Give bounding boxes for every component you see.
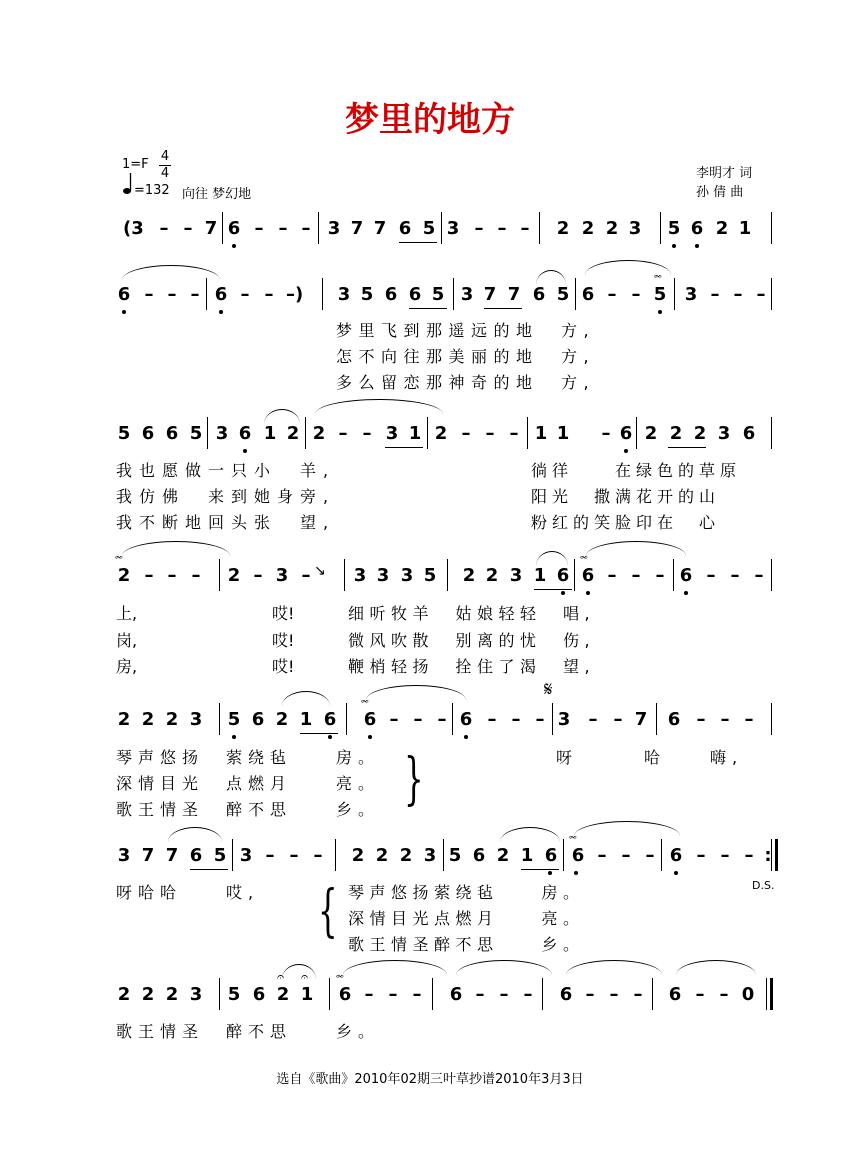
lyric-text: 阳光 撒满花开的山 [531, 487, 721, 506]
note: – [167, 565, 177, 586]
note: 1 [556, 423, 570, 444]
note: 2 [693, 423, 707, 444]
note: – [720, 709, 730, 730]
note: – [754, 565, 764, 586]
note: 2 [375, 845, 389, 866]
note: – [183, 218, 193, 239]
note: – [313, 845, 323, 866]
mordent-mark: 𝆗 [361, 692, 369, 708]
note: 2 [141, 709, 155, 730]
note: – [609, 984, 619, 1005]
note: 5 [431, 284, 445, 305]
lyric-text: 房, [116, 657, 138, 676]
note: 6 [742, 423, 756, 444]
lyric-text: 多么留恋那神奇的地 方, [336, 373, 596, 392]
note: 3 [385, 423, 399, 444]
note: – [695, 984, 705, 1005]
lyric-text: 微风吹散 别离的忧 伤, [348, 631, 596, 650]
note: – [523, 984, 533, 1005]
lyric-text: 哎! [272, 657, 295, 676]
note: 6 [408, 284, 422, 305]
note: – [497, 218, 507, 239]
note: 2 [644, 423, 658, 444]
lyric-b2-verse2 [0, 484, 860, 508]
note: 2 [434, 423, 448, 444]
lyric-b5-verse1 [0, 880, 860, 904]
lyric-b2-verse1 [0, 458, 860, 482]
lyric-text: 细听牧羊 姑娘轻轻 唱, [348, 604, 596, 623]
note: – [461, 423, 471, 444]
note: 0 [741, 984, 755, 1005]
note: 6 [544, 845, 558, 866]
fermata-mark: 𝄐 [277, 970, 285, 985]
mordent-mark: 𝆗 [580, 548, 588, 564]
note: 6 [556, 565, 570, 586]
note: 3 [189, 709, 203, 730]
note: – [253, 565, 263, 586]
note: 6 [668, 984, 682, 1005]
note: – [520, 218, 530, 239]
note: 6 [117, 284, 131, 305]
tempo-mark: 向往 梦幻地 [182, 187, 252, 202]
note: – [338, 423, 348, 444]
note: – [487, 709, 497, 730]
note: – [413, 709, 423, 730]
note: 7 [165, 845, 179, 866]
mordent-mark: 𝆗 [115, 548, 123, 564]
note: 5 [667, 218, 681, 239]
note: 3 [239, 845, 253, 866]
note: 1 [300, 984, 314, 1005]
note: 5 [189, 423, 203, 444]
lyric-b1-verse3 [0, 370, 860, 394]
note: – [710, 284, 720, 305]
lyric-text: 琴声悠扬 萦绕毡 房。 [116, 748, 381, 767]
note: 6 [619, 423, 633, 444]
note: 6 [214, 284, 228, 305]
note: 3 [557, 709, 571, 730]
note: – [437, 709, 447, 730]
note: 6 [690, 218, 704, 239]
note: 3 [189, 984, 203, 1005]
note: – [613, 709, 623, 730]
note: – [485, 423, 495, 444]
note: – [744, 845, 754, 866]
lyric-text: 歌王情圣 醉不思 乡。 [116, 800, 381, 819]
note: – [389, 709, 399, 730]
note: 2 [276, 984, 290, 1005]
note: – [744, 709, 754, 730]
note: 2 [351, 845, 365, 866]
note: – [265, 845, 275, 866]
note: 2 [165, 984, 179, 1005]
note: 3 [117, 845, 131, 866]
note: – [631, 284, 641, 305]
note: 6 [227, 218, 241, 239]
note: 6 [384, 284, 398, 305]
note: – [601, 423, 611, 444]
note: – [655, 565, 665, 586]
note: 1 [263, 423, 277, 444]
note: – [509, 423, 519, 444]
lyric-b5-verse3 [0, 932, 860, 956]
note: 7 [373, 218, 387, 239]
note: 5 [227, 984, 241, 1005]
note: 6 [559, 984, 573, 1005]
note: – [278, 218, 288, 239]
note: 2 [227, 565, 241, 586]
note: 3 [376, 565, 390, 586]
lyric-text: 呀 哈 嗨, [556, 748, 744, 767]
note: 6 [571, 845, 585, 866]
note: – [720, 845, 730, 866]
lyric-text: 歌王情圣 醉不思 乡。 [116, 1022, 381, 1041]
note: – [159, 218, 169, 239]
note: – [585, 984, 595, 1005]
note: 2 [312, 423, 326, 444]
note: – [631, 565, 641, 586]
note: 6 [581, 284, 595, 305]
note: 6 [472, 845, 486, 866]
note: – [499, 984, 509, 1005]
note: 6 [532, 284, 546, 305]
note: 2 [286, 423, 300, 444]
note: 5 [448, 845, 462, 866]
note: 2 [117, 984, 131, 1005]
note: –) [286, 284, 304, 305]
note: 6 [679, 565, 693, 586]
lyric-text: 哎! [272, 631, 295, 650]
lyric-text: 琴声悠扬萦绕毡 房。 [348, 883, 585, 902]
note: 3 [684, 284, 698, 305]
note: 1 [520, 845, 534, 866]
note: – [535, 709, 545, 730]
lyric-text: 我不断地回头张 望, [116, 513, 336, 532]
note: 5 [213, 845, 227, 866]
note: 1 [738, 218, 752, 239]
repeat-sign: : [764, 845, 772, 866]
note: – [190, 284, 200, 305]
mordent-mark: 𝆗 [336, 967, 344, 983]
note: 3 [446, 218, 460, 239]
note: – [254, 218, 264, 239]
lyric-text: 呀哈哈 哎, [116, 883, 260, 902]
lyric-b6 [0, 1019, 860, 1043]
note: 2 [669, 423, 683, 444]
note: – [412, 984, 422, 1005]
note: – [364, 984, 374, 1005]
lyric-b1-verse2 [0, 344, 860, 368]
note: – [633, 984, 643, 1005]
note: – [301, 565, 311, 586]
song-title: 梦里的地方 [345, 100, 515, 140]
note: – [144, 565, 154, 586]
staff-row-6 [0, 828, 860, 875]
note: 7 [634, 709, 648, 730]
note: 2 [496, 845, 510, 866]
note: 6 [165, 423, 179, 444]
note: – [719, 984, 729, 1005]
note: 2 [605, 218, 619, 239]
lyric-text: 岗, [116, 631, 138, 650]
note: 7 [350, 218, 364, 239]
note: – [240, 284, 250, 305]
time-sig-denominator: 4 [160, 166, 170, 181]
note: – [607, 565, 617, 586]
note: 7 [204, 218, 218, 239]
note: 5 [422, 218, 436, 239]
lyric-b4-verse2 [0, 771, 860, 795]
lyric-b4-verse3 [0, 797, 860, 821]
note: 2 [165, 709, 179, 730]
note: 6 [251, 709, 265, 730]
note: – [167, 284, 177, 305]
note: 1 [408, 423, 422, 444]
staff-row-5 [0, 677, 860, 739]
lyric-text: 深情目光 点燃月 亮。 [116, 774, 381, 793]
note: 3 [509, 565, 523, 586]
note: 2 [462, 565, 476, 586]
note: 6 [667, 709, 681, 730]
note: 3 [717, 423, 731, 444]
note: 5 [360, 284, 374, 305]
quarter-note-icon [123, 172, 133, 196]
note: 3 [337, 284, 351, 305]
note: – [362, 423, 372, 444]
note: 6 [669, 845, 683, 866]
note: 5 [653, 284, 667, 305]
fermata-mark: 𝄐 [301, 970, 309, 985]
staff-row-7 [0, 967, 860, 1014]
note: 3 [628, 218, 642, 239]
note: 6 [338, 984, 352, 1005]
lyric-text: 徜徉 在绿色的草原 [531, 461, 742, 480]
note: 6 [363, 709, 377, 730]
note: – [264, 284, 274, 305]
note: – [597, 845, 607, 866]
note: 6 [449, 984, 463, 1005]
lyric-b3-verse1 [0, 601, 860, 625]
note: 6 [581, 565, 595, 586]
note: 6 [141, 423, 155, 444]
note: – [733, 284, 743, 305]
lyric-text: 歌王情圣醉不思 乡。 [348, 935, 585, 954]
lyric-text: 怎不向往那美丽的地 方, [336, 347, 596, 366]
note: 6 [252, 984, 266, 1005]
note: 2 [581, 218, 595, 239]
note: – [756, 284, 766, 305]
note: 1 [533, 565, 547, 586]
time-signature [158, 149, 172, 182]
lyric-b3-verse2 [0, 628, 860, 652]
note: 2 [399, 845, 413, 866]
note: – [696, 845, 706, 866]
key-signature: 1=F [122, 157, 149, 172]
note: – [475, 984, 485, 1005]
note: 3 [327, 218, 341, 239]
note: 5 [227, 709, 241, 730]
note: (3 [123, 218, 144, 239]
note: 6 [459, 709, 473, 730]
note: – [607, 284, 617, 305]
lyric-text: 上, [116, 604, 138, 623]
note: – [388, 984, 398, 1005]
note: 1 [299, 709, 313, 730]
lyric-b4-verse1 [0, 745, 860, 769]
time-sig-numerator: 4 [160, 149, 170, 164]
note: 2 [485, 565, 499, 586]
tempo: =132 [134, 183, 170, 198]
composer-credit: 孙 倩 曲 [696, 185, 744, 200]
lyric-b3-verse3 [0, 654, 860, 678]
note: 1 [534, 423, 548, 444]
staff-row-2 [0, 267, 860, 314]
note: 3 [400, 565, 414, 586]
lyricist-credit: 李明才 词 [696, 166, 753, 181]
lyric-text: 梦里飞到那遥远的地 方, [336, 321, 596, 340]
mordent-mark: 𝆗 [654, 267, 662, 283]
lyric-text: 鞭梢轻扬 拴住了渴 望, [348, 657, 596, 676]
staff-row-4 [0, 548, 860, 595]
lyric-b1-verse1 [0, 318, 860, 342]
note: – [474, 218, 484, 239]
note: 6 [238, 423, 252, 444]
left-brace-icon: { [318, 879, 338, 944]
note: 3 [423, 845, 437, 866]
note: 5 [556, 284, 570, 305]
note: 7 [483, 284, 497, 305]
mordent-mark: 𝆗 [569, 828, 577, 844]
lyric-text: 粉红的笑脸印在 心 [531, 513, 721, 532]
right-brace-icon: } [404, 747, 424, 812]
note: 2 [141, 984, 155, 1005]
lyric-text: 深情目光点燃月 亮。 [348, 909, 585, 928]
lyric-b2-verse3 [0, 510, 860, 534]
note: – [645, 845, 655, 866]
staff-row-3 [0, 417, 860, 453]
note: 2 [117, 709, 131, 730]
note: 3 [353, 565, 367, 586]
segno-mark: 𝄋 [544, 677, 553, 701]
note: – [144, 284, 154, 305]
lyric-text: 哎! [272, 604, 295, 623]
note: 6 [189, 845, 203, 866]
note: 2 [715, 218, 729, 239]
note: 2 [275, 709, 289, 730]
note: – [289, 845, 299, 866]
note: 5 [117, 423, 131, 444]
note: – [511, 709, 521, 730]
glide-mark: ↘ [314, 563, 326, 579]
note: – [588, 709, 598, 730]
note: – [730, 565, 740, 586]
note: – [706, 565, 716, 586]
note: 2 [117, 565, 131, 586]
lyric-text: 我也愿做一只小 羊, [116, 461, 336, 480]
note: 5 [423, 565, 437, 586]
ds-mark: D.S. [752, 879, 775, 892]
lyric-text: 我仿佛 来到她身旁, [116, 487, 336, 506]
note: 6 [323, 709, 337, 730]
lyric-b5-verse2 [0, 906, 860, 930]
note: – [191, 565, 201, 586]
note: 7 [507, 284, 521, 305]
note: 3 [460, 284, 474, 305]
note: – [301, 218, 311, 239]
note: 6 [398, 218, 412, 239]
staff-row-1 [0, 212, 860, 248]
footer-source: 选自《歌曲》2010年02期三叶草抄谱2010年3月3日 [276, 1072, 584, 1087]
note: 2 [556, 218, 570, 239]
note: 3 [275, 565, 289, 586]
note: – [696, 709, 706, 730]
note: – [621, 845, 631, 866]
note: 3 [215, 423, 229, 444]
note: 7 [141, 845, 155, 866]
